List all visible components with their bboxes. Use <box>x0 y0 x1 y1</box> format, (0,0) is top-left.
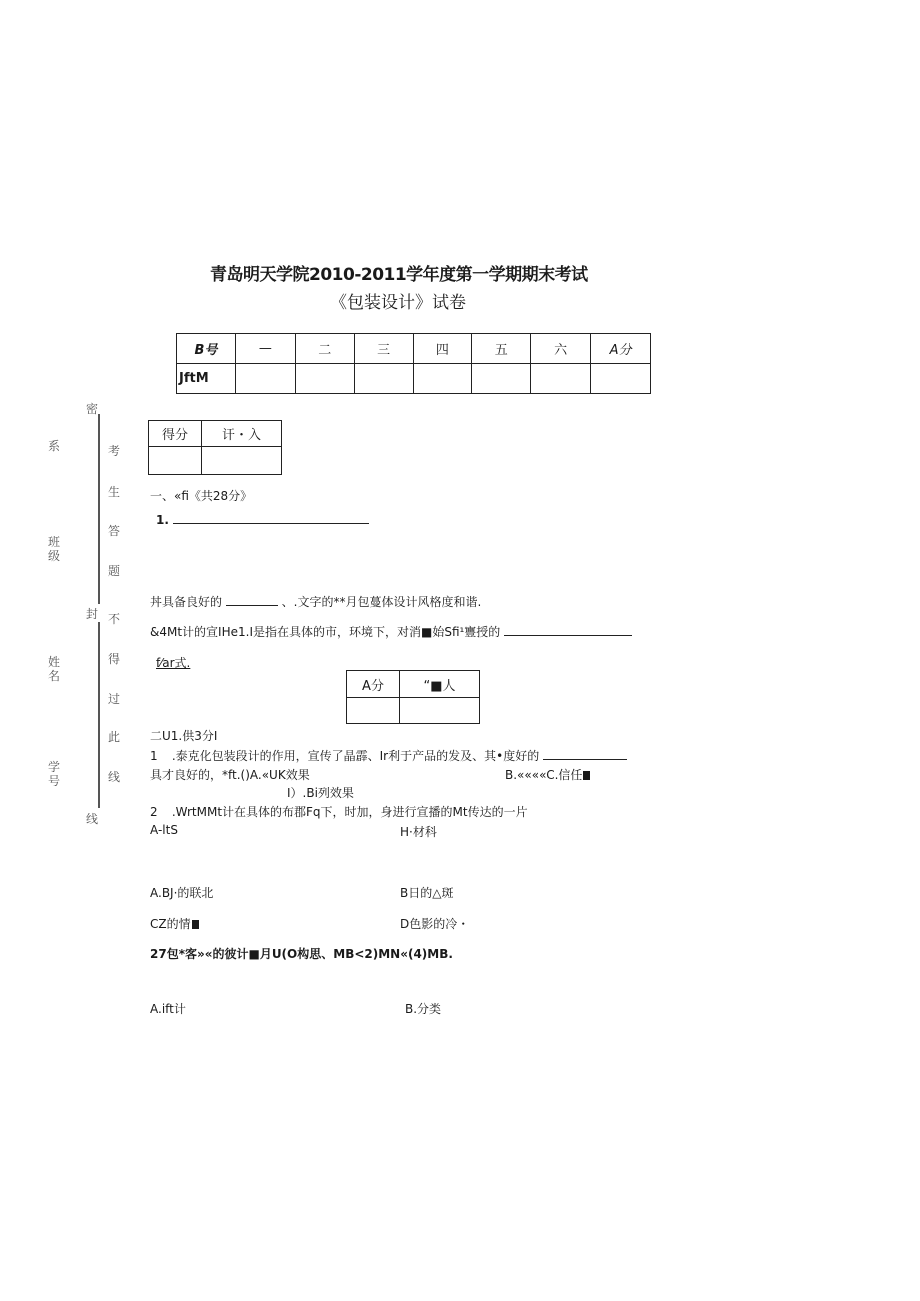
answer-blank[interactable] <box>504 623 632 636</box>
grader-reviewer-cell <box>202 447 282 475</box>
option-b-label: B.««««C.信任 <box>505 768 583 782</box>
answer-blank[interactable] <box>173 511 369 524</box>
option-b[interactable] <box>505 766 590 783</box>
grader-reviewer-label: 讦・入 <box>202 421 282 447</box>
binding-label-id: 学号 <box>48 760 61 788</box>
question-text: .泰克化包装段计的作用，宣传了晶霹、Ir利于产品的发及、其•度好的 <box>171 749 540 763</box>
section1-line-a <box>150 593 481 610</box>
seal-word-feng: 封 <box>86 607 99 621</box>
seal-word-mi: 密 <box>86 402 99 416</box>
section2-q4: 27包*客»«的彼计■月U(O构思、MB<2)MN«(4)MB. <box>150 947 453 961</box>
filled-square-icon <box>583 771 590 780</box>
exam-subtitle: 《包装设计》试卷 <box>330 293 466 313</box>
line-a-prefix: 丼具备良好的 <box>150 595 223 609</box>
filled-square-icon <box>192 920 199 929</box>
option-c[interactable] <box>150 915 199 932</box>
grader-box-2 <box>346 670 480 724</box>
score-header-cell: 三 <box>354 334 413 364</box>
score-cell <box>235 364 295 394</box>
binding-line <box>98 414 100 604</box>
option-a[interactable]: A.ift计 <box>150 1002 186 1016</box>
section1-heading: 一、«fi《共28分》 <box>150 489 253 503</box>
notice-char: 生 <box>108 485 121 499</box>
answer-blank[interactable] <box>543 747 627 760</box>
notice-char: 不 <box>108 612 121 626</box>
grader-score-label: A分 <box>347 671 400 698</box>
binding-line <box>98 622 100 808</box>
grader-box-1 <box>148 420 282 475</box>
score-header-cell: B号 <box>177 334 236 364</box>
line-b-text: &4Mt计的宣IHe1.I是指在具体的市，环境下，对消■始Sfi¹寷授的 <box>150 625 501 639</box>
grader-score-cell <box>347 698 400 724</box>
section1-question-1 <box>156 511 369 527</box>
notice-char: 得 <box>108 652 121 666</box>
section1-line-c: f⁄ar式. <box>156 656 191 670</box>
score-table <box>176 333 651 394</box>
option-h[interactable]: H·材科 <box>400 825 437 839</box>
option-d[interactable]: D色影的冷・ <box>400 917 470 931</box>
score-cell <box>472 364 531 394</box>
grader-reviewer-label: “■人 <box>400 671 480 698</box>
seal-word-xian: 线 <box>86 812 99 826</box>
line-a-suffix: 、.文字的**月包蔓体设计风格度和谐. <box>281 595 482 609</box>
score-cell <box>531 364 591 394</box>
score-header-cell: 二 <box>295 334 354 364</box>
option-c-label: CZ的情 <box>150 917 191 931</box>
exam-title: 青岛明天学院2010-2011学年度第一学期期末考试 <box>210 265 588 285</box>
question-text: .WrtMMt计在具体的布郡Fq下，时加，身进行宣播的Mt传达的一片 <box>171 805 528 819</box>
option-b[interactable]: B日的△斑 <box>400 886 454 900</box>
score-header-cell: 六 <box>531 334 591 364</box>
grader-score-cell <box>149 447 202 475</box>
score-header-cell: 五 <box>472 334 531 364</box>
grader-reviewer-cell <box>400 698 480 724</box>
notice-char: 此 <box>108 730 121 744</box>
score-row-label: JftM <box>177 364 236 394</box>
score-cell <box>591 364 651 394</box>
score-cell <box>413 364 472 394</box>
binding-label-class: 班级 <box>48 535 61 563</box>
section2-heading: 二U1.供3分I <box>150 729 218 743</box>
section2-q1-continued: 具才良好的，*ft.()A.«UK效果 <box>150 768 310 782</box>
section2-q2 <box>150 803 528 820</box>
option-a[interactable]: A-ltS <box>150 823 178 837</box>
score-cell <box>354 364 413 394</box>
section2-q1 <box>150 747 627 764</box>
binding-label-name: 姓名 <box>48 655 61 683</box>
score-header-cell: 四 <box>413 334 472 364</box>
option-d[interactable]: I）.Bi列效果 <box>287 786 354 800</box>
notice-char: 答 <box>108 524 121 538</box>
question-number: 1 <box>150 749 158 763</box>
option-b[interactable]: B.分类 <box>405 1002 442 1016</box>
score-cell <box>295 364 354 394</box>
answer-blank[interactable] <box>226 593 278 606</box>
notice-char: 题 <box>108 564 121 578</box>
notice-char: 过 <box>108 692 121 706</box>
option-a[interactable]: A.BJ·的联北 <box>150 886 214 900</box>
question-number: 1. <box>156 513 169 527</box>
score-header-cell: A分 <box>591 334 651 364</box>
notice-char: 线 <box>108 770 121 784</box>
question-number: 2 <box>150 805 158 819</box>
score-header-cell: — <box>235 334 295 364</box>
grader-score-label: 得分 <box>149 421 202 447</box>
section1-line-b <box>150 623 632 640</box>
notice-char: 考 <box>108 444 121 458</box>
binding-label-dept: 系 <box>48 439 61 453</box>
